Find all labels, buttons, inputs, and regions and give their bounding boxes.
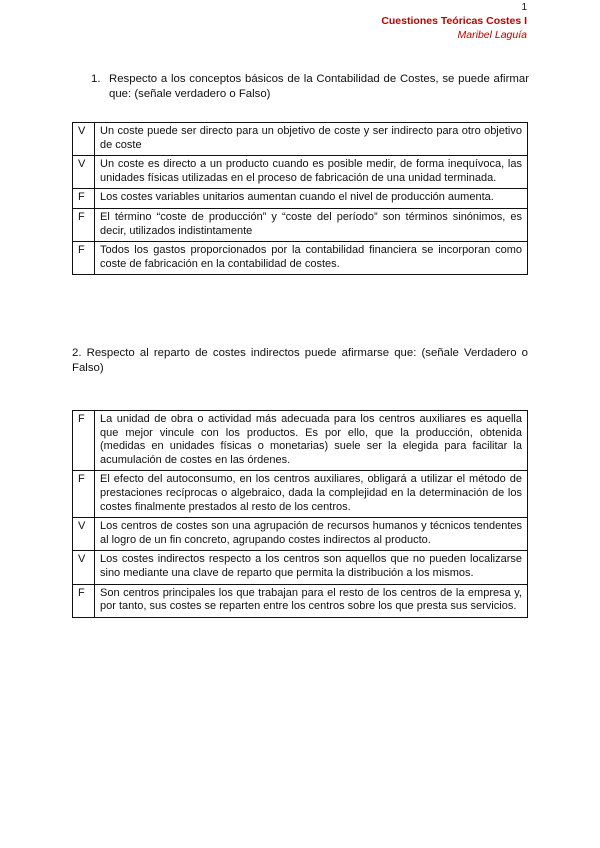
statement-cell: El efecto del autoconsumo, en los centros auxiliares, obligará a utilizar el método de prestaciones recíprocas o algebraico, dada la complejidad en la determinación de los costes finalmente prestados al resto de los centros. — [95, 471, 528, 518]
table-row — [73, 518, 528, 551]
statement-cell: El término “coste de producción” y “coste del período” son términos sinónimos, es decir, utilizados indistintamente — [95, 208, 528, 241]
answer-cell: F — [73, 584, 95, 617]
table-row — [73, 242, 528, 275]
answer-cell: F — [73, 471, 95, 518]
table-row — [73, 189, 528, 209]
table-row — [73, 584, 528, 617]
table-row — [73, 123, 528, 156]
question-2-table — [72, 410, 528, 618]
statement-cell: Los costes indirectos respecto a los centros son aquellos que no pueden localizarse sino mediante una clave de reparto que permita la distribución a los mismos. — [95, 551, 528, 584]
answer-cell: F — [73, 189, 95, 209]
table-row — [73, 156, 528, 189]
question-1-prompt — [91, 72, 529, 101]
document-author: Maribel Laguía — [457, 29, 527, 41]
answer-cell: V — [73, 123, 95, 156]
statement-cell: Son centros principales los que trabajan para el resto de los centros de la empresa y, por tanto, sus costes se reparten entre los centros sobre los que presta sus servicios. — [95, 584, 528, 617]
statement-cell: Todos los gastos proporcionados por la contabilidad financiera se incorporan como coste de fabricación en la contabilidad de costes. — [95, 242, 528, 275]
answer-cell: V — [73, 551, 95, 584]
question-2-prompt: 2. Respecto al reparto de costes indirectos puede afirmarse que: (señale Verdadero o Falso) — [72, 347, 528, 374]
document-title: Cuestiones Teóricas Costes I — [381, 15, 527, 27]
answer-cell: V — [73, 156, 95, 189]
answer-cell: F — [73, 411, 95, 471]
question-1-text: Respecto a los conceptos básicos de la Contabilidad de Costes, se puede afirmar que: (señale verdadero o Falso) — [109, 73, 529, 100]
statement-cell: La unidad de obra o actividad más adecuada para los centros auxiliares es aquella que mejor vincule con los productos. Es por ello, que la producción, obtenida (medidas en unidades físicas o monetarias) suele ser la elegida para facilitar la acumulación de costes en las órdenes. — [95, 411, 528, 471]
table-row — [73, 551, 528, 584]
answer-cell: F — [73, 208, 95, 241]
table-row — [73, 471, 528, 518]
statement-cell: Un coste es directo a un producto cuando es posible medir, de forma inequívoca, las unidades físicas utilizadas en el proceso de fabricación de una unidad terminada. — [95, 156, 528, 189]
question-1-number: 1. — [91, 73, 101, 85]
table-row — [73, 411, 528, 471]
question-1-table — [72, 122, 528, 275]
answer-cell: V — [73, 518, 95, 551]
statement-cell: Un coste puede ser directo para un objetivo de coste y ser indirecto para otro objetivo de coste — [95, 123, 528, 156]
page-number: 1 — [521, 2, 527, 13]
statement-cell: Los centros de costes son una agrupación de recursos humanos y técnicos tendentes al logro de un fin concreto, agrupando costes indirectos al producto. — [95, 518, 528, 551]
table-row — [73, 208, 528, 241]
statement-cell: Los costes variables unitarios aumentan cuando el nivel de producción aumenta. — [95, 189, 528, 209]
answer-cell: F — [73, 242, 95, 275]
